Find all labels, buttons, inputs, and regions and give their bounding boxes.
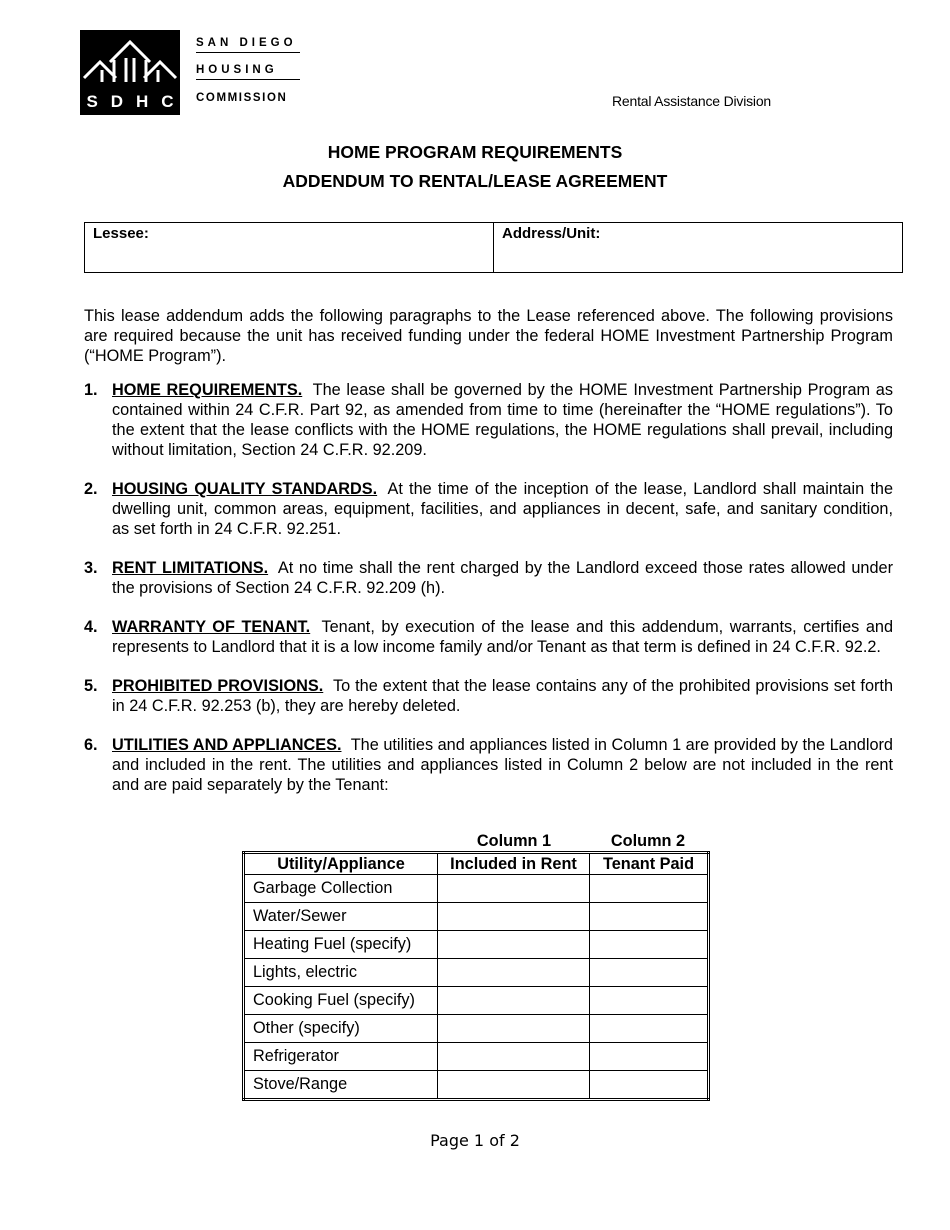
logo-mark <box>80 30 180 115</box>
included-in-rent-cell[interactable] <box>438 1071 590 1100</box>
included-in-rent-cell[interactable] <box>438 1015 590 1043</box>
table-row <box>244 931 709 959</box>
list-item <box>84 676 893 716</box>
table-row <box>244 1071 709 1100</box>
utility-name: Cooking Fuel (specify) <box>244 987 438 1015</box>
lessee-field[interactable] <box>85 223 493 272</box>
table-row <box>244 875 709 903</box>
table-header-row <box>244 853 709 875</box>
tenant-paid-cell[interactable] <box>590 987 709 1015</box>
tenant-paid-cell[interactable] <box>590 875 709 903</box>
item-number: 1. <box>84 381 98 399</box>
table-row <box>244 1015 709 1043</box>
included-in-rent-cell[interactable] <box>438 987 590 1015</box>
document-subtitle: ADDENDUM TO RENTAL/LEASE AGREEMENT <box>282 171 668 191</box>
item-number: 3. <box>84 559 98 577</box>
lessee-info-table <box>84 222 903 273</box>
address-unit-label: Address/Unit: <box>502 225 601 242</box>
utility-name: Lights, electric <box>244 959 438 987</box>
utility-name: Garbage Collection <box>244 875 438 903</box>
item-heading: PROHIBITED PROVISIONS. <box>112 677 324 695</box>
item-heading: HOUSING QUALITY STANDARDS. <box>112 480 378 498</box>
list-item <box>84 617 893 657</box>
utilities-table <box>242 851 710 1101</box>
tenant-paid-cell[interactable] <box>590 1043 709 1071</box>
division-name: Rental Assistance Division <box>612 93 771 109</box>
item-text: At no time shall the rent charged by the Landlord exceed those rates allowed under the provisions of Section 24 C.F.R. 92.209 (h). <box>112 559 893 597</box>
item-heading: WARRANTY OF TENANT. <box>112 618 311 636</box>
included-in-rent-cell[interactable] <box>438 1043 590 1071</box>
logo-word-commission: COMMISSION <box>196 92 288 104</box>
header-utility-appliance: Utility/Appliance <box>244 853 438 875</box>
item-number: 4. <box>84 618 98 636</box>
logo-wordmark <box>196 30 300 112</box>
logo-letters <box>80 90 180 114</box>
included-in-rent-cell[interactable] <box>438 903 590 931</box>
logo-letter: S <box>86 92 98 111</box>
address-unit-field[interactable] <box>493 223 902 272</box>
list-item <box>84 558 893 598</box>
logo-letter: C <box>161 92 174 111</box>
item-number: 6. <box>84 736 98 754</box>
column-1-label: Column 1 <box>476 832 552 850</box>
item-number: 2. <box>84 480 98 498</box>
logo-letter: H <box>136 92 149 111</box>
header-tenant-paid: Tenant Paid <box>590 853 709 875</box>
tenant-paid-cell[interactable] <box>590 931 709 959</box>
utility-name: Water/Sewer <box>244 903 438 931</box>
item-text: The utilities and appliances listed in Column 1 are provided by the Landlord and included in the rent. The utilities and appliances listed in Column 2 below are not included in the rent and are paid separately by the Tenant: <box>112 736 893 794</box>
intro-paragraph: This lease addendum adds the following paragraphs to the Lease referenced above. The following provisions are required because the unit has received funding under the federal HOME Investment Partnership Program (“HOME Program”). <box>84 307 893 365</box>
item-text: At the time of the inception of the lease, Landlord shall maintain the dwelling unit, common areas, equipment, facilities, and appliances in decent, safe, and sanitary condition, as set forth in 24 C.F.R. 92.251. <box>112 480 894 538</box>
logo-word-housing: HOUSING <box>196 57 300 80</box>
tenant-paid-cell[interactable] <box>590 903 709 931</box>
item-text: Tenant, by execution of the lease and this addendum, warrants, certifies and represents to Landlord that it is a low income family and/or Tenant as that term is defined in 24 C.F.R. 92.2. <box>112 618 893 656</box>
sdhc-logo <box>80 30 300 116</box>
list-item <box>84 380 893 460</box>
lessee-label: Lessee: <box>93 225 149 242</box>
table-row <box>244 1043 709 1071</box>
document-title: HOME PROGRAM REQUIREMENTS <box>327 142 623 162</box>
requirements-list <box>84 380 893 814</box>
item-heading: HOME REQUIREMENTS. <box>112 381 303 399</box>
table-row <box>244 987 709 1015</box>
utility-name: Heating Fuel (specify) <box>244 931 438 959</box>
tenant-paid-cell[interactable] <box>590 1015 709 1043</box>
utility-name: Refrigerator <box>244 1043 438 1071</box>
logo-letter: D <box>110 92 124 111</box>
included-in-rent-cell[interactable] <box>438 875 590 903</box>
item-heading: RENT LIMITATIONS. <box>112 559 269 577</box>
list-item <box>84 735 893 795</box>
item-number: 5. <box>84 677 98 695</box>
item-text: The lease shall be governed by the HOME Investment Partnership Program as contained within 24 C.F.R. Part 92, as amended from time to time (hereinafter the “HOME regulations”). To the extent that the lease conflicts with the HOME regulations, the HOME regulations shall prevail, including without limitation, Section 24 C.F.R. 92.209. <box>112 381 893 459</box>
logo-word-san-diego: SAN DIEGO <box>196 30 300 53</box>
tenant-paid-cell[interactable] <box>590 1071 709 1100</box>
item-text: To the extent that the lease contains any of the prohibited provisions set forth in 24 C.F.R. 92.253 (b), they are hereby deleted. <box>112 677 893 715</box>
included-in-rent-cell[interactable] <box>438 931 590 959</box>
tenant-paid-cell[interactable] <box>590 959 709 987</box>
included-in-rent-cell[interactable] <box>438 959 590 987</box>
header-included-in-rent: Included in Rent <box>438 853 590 875</box>
list-item <box>84 479 893 539</box>
table-row <box>244 959 709 987</box>
utility-name: Other (specify) <box>244 1015 438 1043</box>
houses-icon <box>80 30 180 90</box>
page-number: Page 1 of 2 <box>430 1131 520 1150</box>
utility-name: Stove/Range <box>244 1071 438 1100</box>
table-row <box>244 903 709 931</box>
item-heading: UTILITIES AND APPLIANCES. <box>112 736 342 754</box>
column-2-label: Column 2 <box>610 832 686 850</box>
